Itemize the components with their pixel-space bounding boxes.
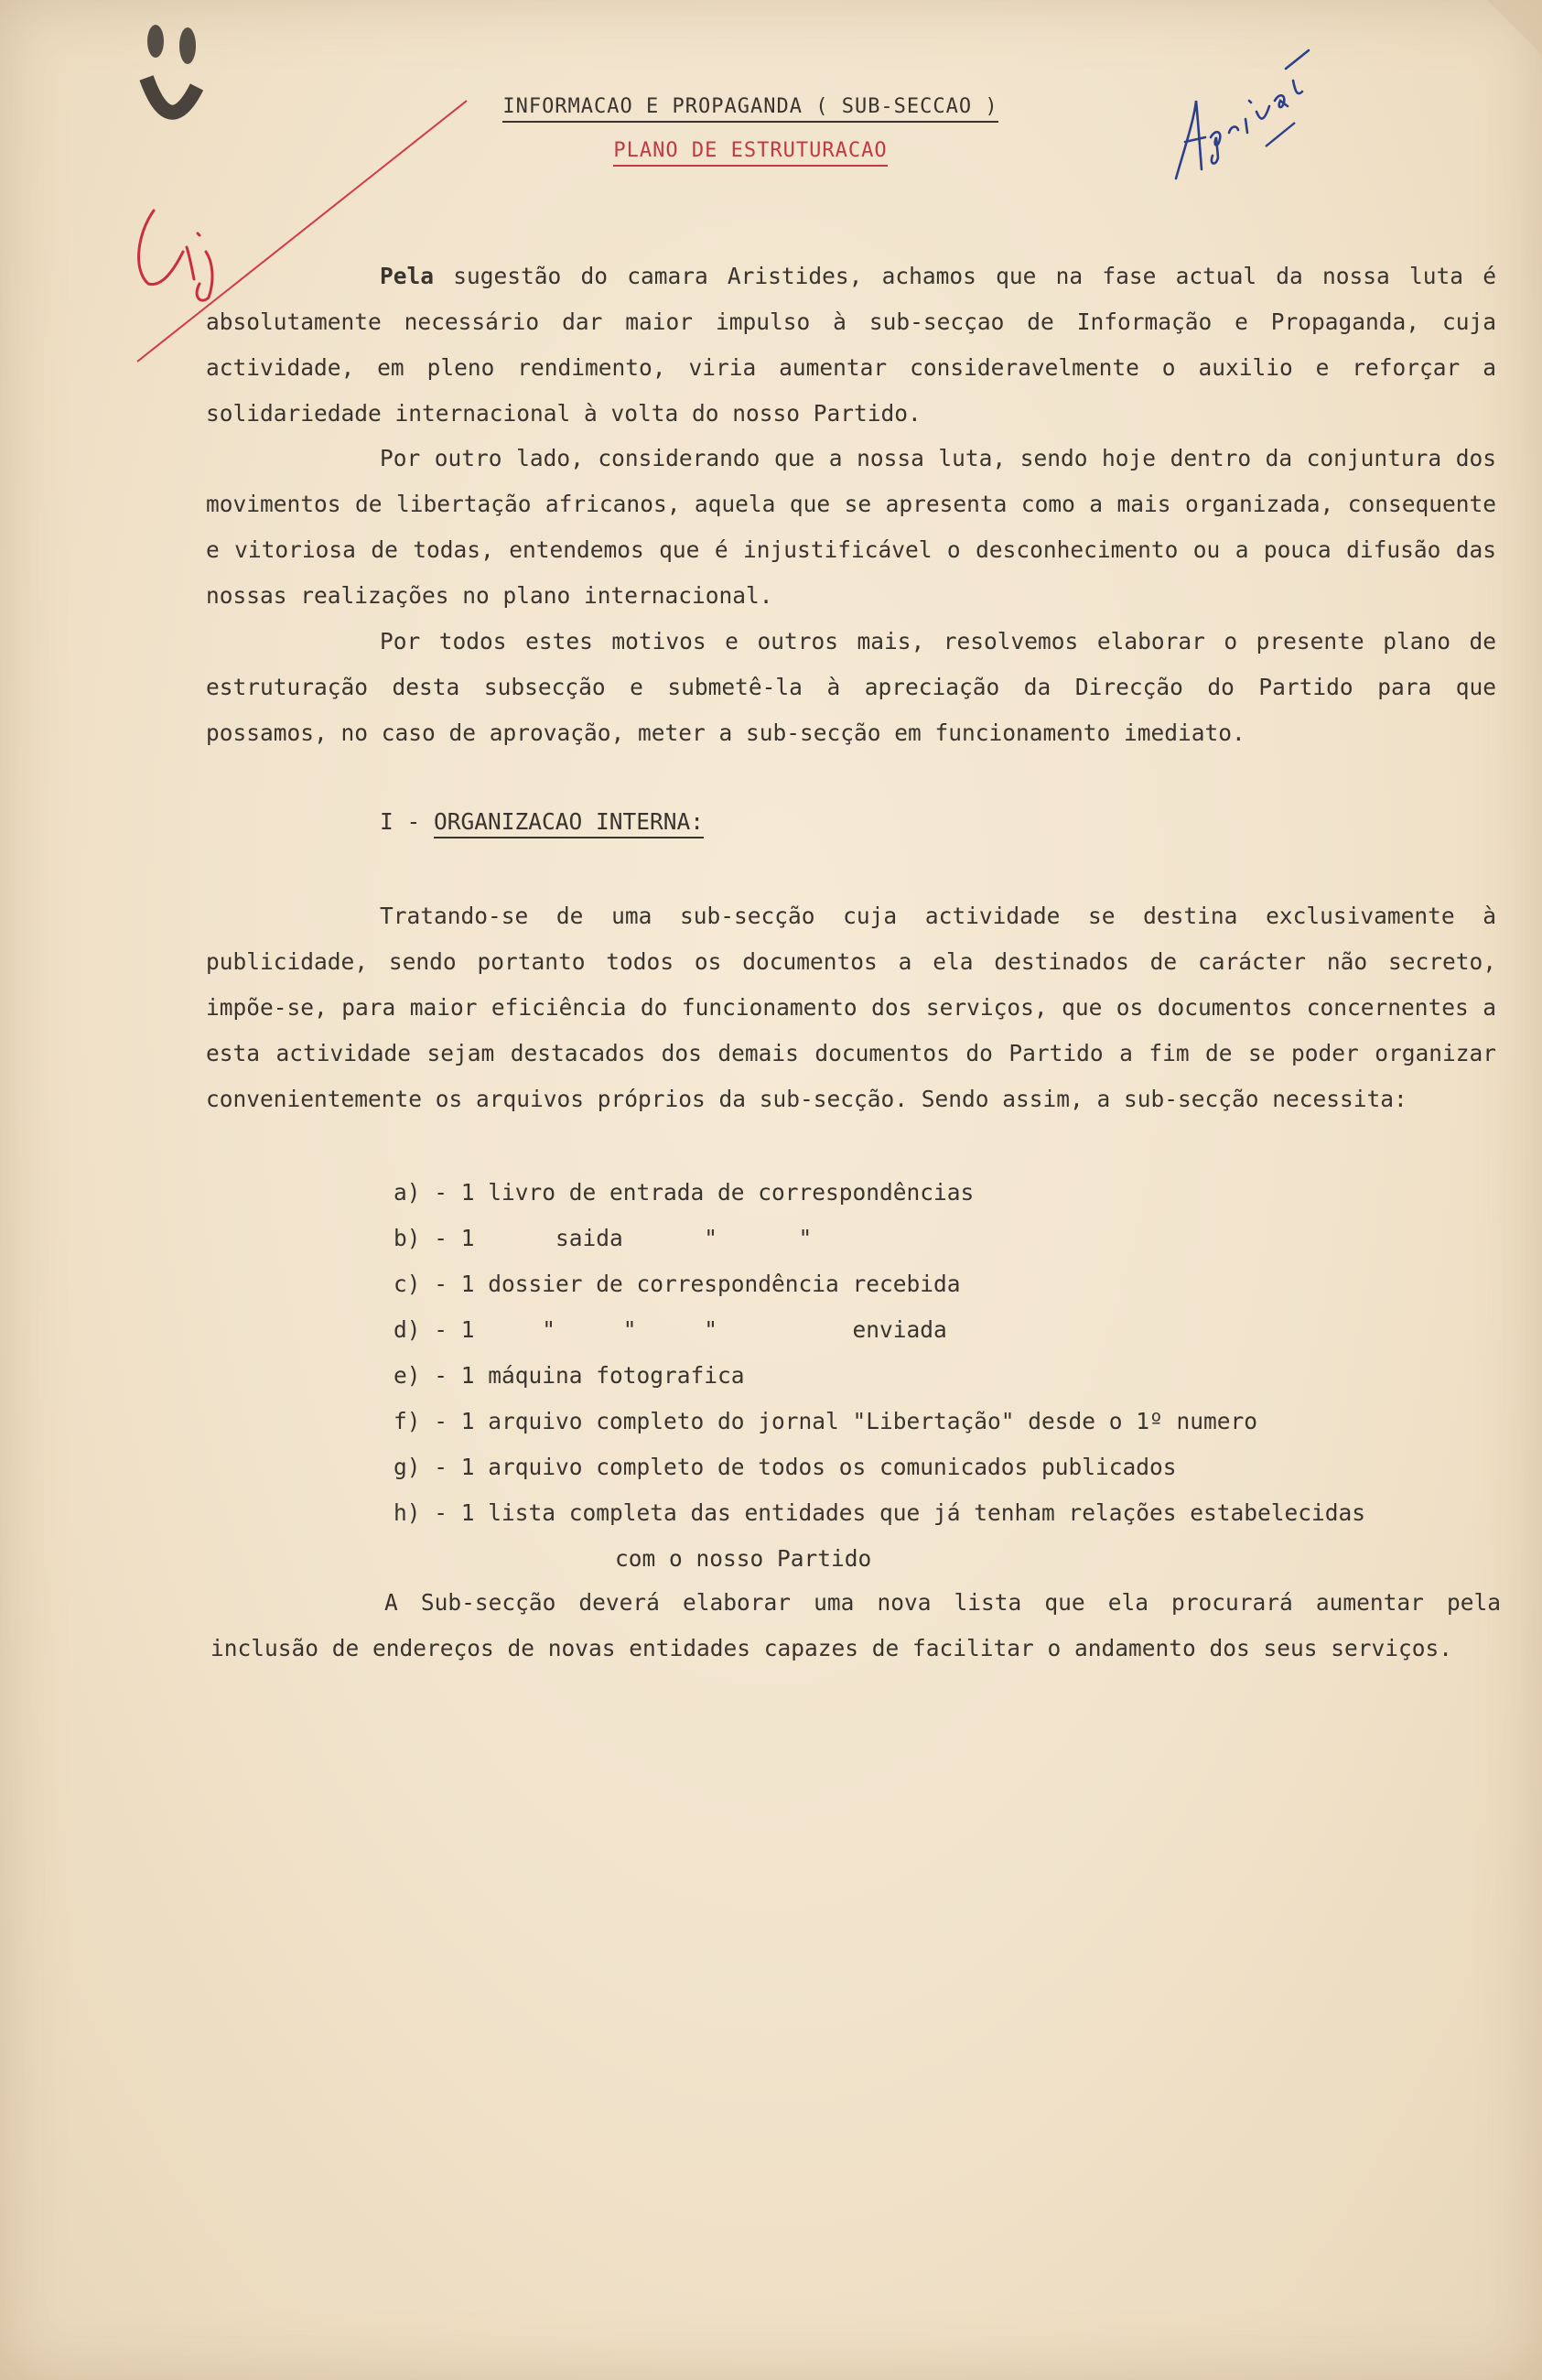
list-item: e) - 1 máquina fotografica (394, 1362, 745, 1389)
document-subtitle: PLANO DE ESTRUTURACAO (275, 139, 1226, 167)
list-item-continuation: com o nosso Partido (615, 1545, 872, 1572)
list-item: c) - 1 dossier de correspondência recebida (394, 1271, 961, 1297)
section-title: ORGANIZACAO INTERNA: (434, 808, 704, 838)
closing-paragraph: A Sub-secção deverá elaborar uma nova lista que ela procurará aumentar pela inclusão de endereços de novas entidades capazes de facilitar o andamento dos seus serviços. (210, 1589, 1501, 1661)
list-item: g) - 1 arquivo completo de todos os comunicados publicados (394, 1454, 1177, 1480)
corner-fold (1487, 0, 1542, 55)
intro-paragraph-2: Por outro lado, considerando que a nossa luta, sendo hoje dentro da conjuntura dos movimentos de libertação africanos, aquela que se apresenta como a mais organizada, consequente e vitoriosa de todas, entendemos que é injustificável o desconhecimento ou a pouca difusão das nossas realizações no plano internacional. (206, 445, 1496, 609)
intro-paragraph-1-text: sugestão do camara Aristides, achamos que na fase actual da nossa luta é absolutamente necessário dar maior impulso à sub-secçao de Informação e Propaganda, cuja actividade, em pleno rendimento, viria aumentar consideravelmente o auxilio e reforçar a solidariedade internacional à volta do nosso Partido. (206, 263, 1496, 427)
list-item: d) - 1 " " " enviada (394, 1316, 947, 1343)
intro-lead-word: Pela (380, 263, 435, 289)
list-item: f) - 1 arquivo completo do jornal "Libertação" desde o 1º numero (394, 1408, 1258, 1434)
document-title: INFORMACAO E PROPAGANDA ( SUB-SECCAO ) (275, 95, 1226, 123)
intro-paragraph-3: Por todos estes motivos e outros mais, resolvemos elaborar o presente plano de estruturação desta subsecção e submetê-la à apreciação da Direcção do Partido para que possamos, no caso de aprovação, meter a sub-secção em funcionamento imediato. (206, 628, 1496, 746)
list-item: a) - 1 livro de entrada de correspondências (394, 1179, 975, 1206)
intro-paragraph-1 (206, 254, 1496, 437)
section-body: Tratando-se de uma sub-secção cuja actividade se destina exclusivamente à publicidade, sendo portanto todos os documentos a ela destinados de carácter não secreto, impõe-se, para maior eficiência do funcionamento dos serviços, que os documentos concernentes a esta actividade sejam destacados dos demais documentos do Partido a fim de se poder organizar convenientemente os arquivos próprios da sub-secção. Sendo assim, a sub-secção necessita: (206, 903, 1496, 1112)
list-item: h) - 1 lista completa das entidades que já tenham relações estabelecidas (394, 1499, 1366, 1526)
section-numeral: I - (380, 808, 435, 835)
section-heading (380, 808, 704, 835)
list-item: b) - 1 saida " " (394, 1225, 813, 1251)
